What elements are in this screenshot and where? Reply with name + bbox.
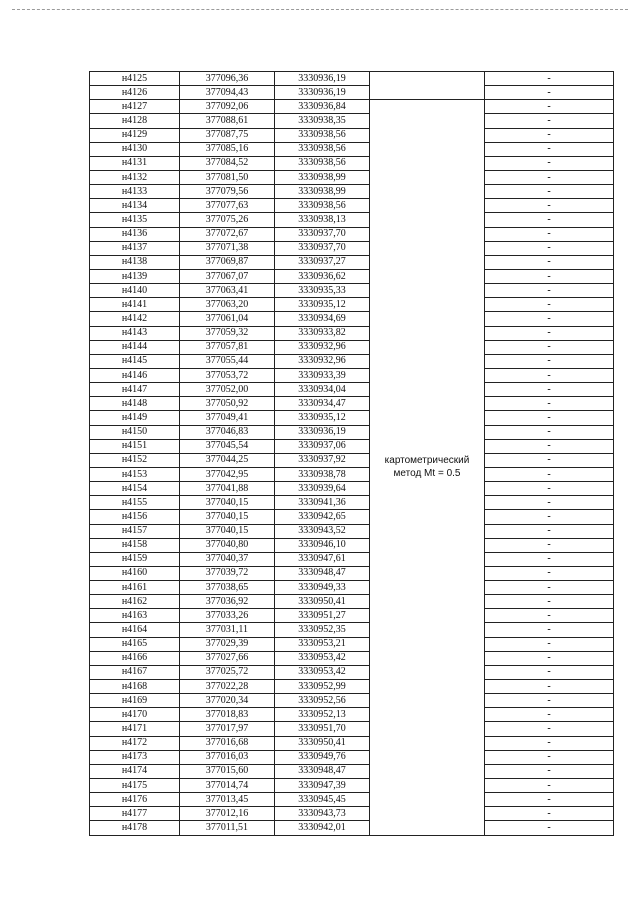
value-cell: -	[485, 100, 614, 114]
value-cell: -	[485, 114, 614, 128]
y-coordinate-cell: 3330938,56	[275, 142, 370, 156]
x-coordinate-cell: 377011,51	[180, 821, 275, 835]
point-id-cell: н4146	[90, 368, 180, 382]
x-coordinate-cell: 377022,28	[180, 680, 275, 694]
x-coordinate-cell: 377067,07	[180, 269, 275, 283]
table-row	[90, 213, 614, 227]
x-coordinate-cell: 377042,95	[180, 467, 275, 481]
value-cell: -	[485, 482, 614, 496]
y-coordinate-cell: 3330933,82	[275, 326, 370, 340]
y-coordinate-cell: 3330953,42	[275, 665, 370, 679]
x-coordinate-cell: 377075,26	[180, 213, 275, 227]
value-cell: -	[485, 340, 614, 354]
point-id-cell: н4155	[90, 496, 180, 510]
x-coordinate-cell: 377041,88	[180, 482, 275, 496]
x-coordinate-cell: 377063,41	[180, 284, 275, 298]
y-coordinate-cell: 3330935,33	[275, 284, 370, 298]
table-row	[90, 779, 614, 793]
point-id-cell: н4154	[90, 482, 180, 496]
value-cell: -	[485, 807, 614, 821]
y-coordinate-cell: 3330942,65	[275, 510, 370, 524]
y-coordinate-cell: 3330947,61	[275, 552, 370, 566]
point-id-cell: н4131	[90, 156, 180, 170]
value-cell: -	[485, 793, 614, 807]
x-coordinate-cell: 377029,39	[180, 637, 275, 651]
point-id-cell: н4128	[90, 114, 180, 128]
table-row	[90, 595, 614, 609]
x-coordinate-cell: 377046,83	[180, 425, 275, 439]
point-id-cell: н4178	[90, 821, 180, 835]
x-coordinate-cell: 377020,34	[180, 694, 275, 708]
y-coordinate-cell: 3330939,64	[275, 482, 370, 496]
value-cell: -	[485, 72, 614, 86]
x-coordinate-cell: 377040,15	[180, 510, 275, 524]
value-cell: -	[485, 467, 614, 481]
value-cell: -	[485, 142, 614, 156]
table-row	[90, 524, 614, 538]
point-id-cell: н4139	[90, 269, 180, 283]
value-cell: -	[485, 566, 614, 580]
value-cell: -	[485, 199, 614, 213]
point-id-cell: н4132	[90, 170, 180, 184]
table-row	[90, 496, 614, 510]
value-cell: -	[485, 326, 614, 340]
point-id-cell: н4126	[90, 86, 180, 100]
method-cell	[370, 100, 485, 835]
table-row	[90, 100, 614, 114]
value-cell: -	[485, 397, 614, 411]
x-coordinate-cell: 377092,06	[180, 100, 275, 114]
value-cell: -	[485, 623, 614, 637]
x-coordinate-cell: 377052,00	[180, 383, 275, 397]
point-id-cell: н4175	[90, 779, 180, 793]
value-cell: -	[485, 595, 614, 609]
value-cell: -	[485, 213, 614, 227]
value-cell: -	[485, 496, 614, 510]
value-cell: -	[485, 383, 614, 397]
point-id-cell: н4176	[90, 793, 180, 807]
y-coordinate-cell: 3330938,56	[275, 156, 370, 170]
x-coordinate-cell: 377015,60	[180, 764, 275, 778]
x-coordinate-cell: 377017,97	[180, 722, 275, 736]
y-coordinate-cell: 3330938,99	[275, 185, 370, 199]
table-row	[90, 114, 614, 128]
point-id-cell: н4169	[90, 694, 180, 708]
x-coordinate-cell: 377044,25	[180, 453, 275, 467]
y-coordinate-cell: 3330934,04	[275, 383, 370, 397]
x-coordinate-cell: 377059,32	[180, 326, 275, 340]
table-row	[90, 552, 614, 566]
y-coordinate-cell: 3330938,56	[275, 128, 370, 142]
value-cell: -	[485, 764, 614, 778]
point-id-cell: н4144	[90, 340, 180, 354]
y-coordinate-cell: 3330937,70	[275, 241, 370, 255]
table-row	[90, 680, 614, 694]
x-coordinate-cell: 377084,52	[180, 156, 275, 170]
point-id-cell: н4177	[90, 807, 180, 821]
scan-header-line	[12, 9, 628, 10]
y-coordinate-cell: 3330933,39	[275, 368, 370, 382]
y-coordinate-cell: 3330936,19	[275, 86, 370, 100]
y-coordinate-cell: 3330938,35	[275, 114, 370, 128]
table-row	[90, 185, 614, 199]
y-coordinate-cell: 3330949,76	[275, 750, 370, 764]
point-id-cell: н4170	[90, 708, 180, 722]
y-coordinate-cell: 3330948,47	[275, 764, 370, 778]
x-coordinate-cell: 377088,61	[180, 114, 275, 128]
x-coordinate-cell: 377087,75	[180, 128, 275, 142]
y-coordinate-cell: 3330934,47	[275, 397, 370, 411]
x-coordinate-cell: 377040,15	[180, 496, 275, 510]
table-row	[90, 566, 614, 580]
x-coordinate-cell: 377096,36	[180, 72, 275, 86]
y-coordinate-cell: 3330937,70	[275, 227, 370, 241]
y-coordinate-cell: 3330936,19	[275, 72, 370, 86]
value-cell: -	[485, 750, 614, 764]
y-coordinate-cell: 3330935,12	[275, 411, 370, 425]
value-cell: -	[485, 821, 614, 835]
y-coordinate-cell: 3330938,78	[275, 467, 370, 481]
point-id-cell: н4145	[90, 354, 180, 368]
x-coordinate-cell: 377053,72	[180, 368, 275, 382]
table-row	[90, 284, 614, 298]
value-cell: -	[485, 722, 614, 736]
x-coordinate-cell: 377014,74	[180, 779, 275, 793]
y-coordinate-cell: 3330932,96	[275, 340, 370, 354]
table-row	[90, 453, 614, 467]
point-id-cell: н4165	[90, 637, 180, 651]
y-coordinate-cell: 3330938,99	[275, 170, 370, 184]
value-cell: -	[485, 368, 614, 382]
value-cell: -	[485, 609, 614, 623]
table-row	[90, 736, 614, 750]
value-cell: -	[485, 312, 614, 326]
table-row	[90, 581, 614, 595]
x-coordinate-cell: 377045,54	[180, 439, 275, 453]
point-id-cell: н4173	[90, 750, 180, 764]
table-row	[90, 722, 614, 736]
x-coordinate-cell: 377033,26	[180, 609, 275, 623]
y-coordinate-cell: 3330949,33	[275, 581, 370, 595]
table-row	[90, 170, 614, 184]
point-id-cell: н4129	[90, 128, 180, 142]
method-cell-empty	[370, 72, 485, 100]
x-coordinate-cell: 377069,87	[180, 255, 275, 269]
value-cell: -	[485, 680, 614, 694]
x-coordinate-cell: 377013,45	[180, 793, 275, 807]
point-id-cell: н4143	[90, 326, 180, 340]
y-coordinate-cell: 3330952,35	[275, 623, 370, 637]
point-id-cell: н4142	[90, 312, 180, 326]
x-coordinate-cell: 377061,04	[180, 312, 275, 326]
x-coordinate-cell: 377094,43	[180, 86, 275, 100]
table-row	[90, 326, 614, 340]
value-cell: -	[485, 425, 614, 439]
value-cell: -	[485, 439, 614, 453]
value-cell: -	[485, 552, 614, 566]
y-coordinate-cell: 3330937,92	[275, 453, 370, 467]
table-row	[90, 298, 614, 312]
x-coordinate-cell: 377016,03	[180, 750, 275, 764]
x-coordinate-cell: 377040,37	[180, 552, 275, 566]
table-row	[90, 142, 614, 156]
table-row	[90, 227, 614, 241]
table-row	[90, 199, 614, 213]
point-id-cell: н4152	[90, 453, 180, 467]
coordinates-table	[89, 71, 614, 836]
value-cell: -	[485, 736, 614, 750]
y-coordinate-cell: 3330946,10	[275, 538, 370, 552]
point-id-cell: н4172	[90, 736, 180, 750]
point-id-cell: н4147	[90, 383, 180, 397]
point-id-cell: н4158	[90, 538, 180, 552]
table-row	[90, 623, 614, 637]
x-coordinate-cell: 377018,83	[180, 708, 275, 722]
x-coordinate-cell: 377016,68	[180, 736, 275, 750]
point-id-cell: н4135	[90, 213, 180, 227]
value-cell: -	[485, 241, 614, 255]
value-cell: -	[485, 298, 614, 312]
table-row	[90, 340, 614, 354]
table-row	[90, 255, 614, 269]
x-coordinate-cell: 377050,92	[180, 397, 275, 411]
x-coordinate-cell: 377085,16	[180, 142, 275, 156]
table-row	[90, 411, 614, 425]
y-coordinate-cell: 3330952,56	[275, 694, 370, 708]
y-coordinate-cell: 3330953,21	[275, 637, 370, 651]
table-row	[90, 156, 614, 170]
table-row	[90, 439, 614, 453]
x-coordinate-cell: 377027,66	[180, 651, 275, 665]
y-coordinate-cell: 3330937,06	[275, 439, 370, 453]
point-id-cell: н4136	[90, 227, 180, 241]
table-row	[90, 510, 614, 524]
y-coordinate-cell: 3330952,13	[275, 708, 370, 722]
table-row	[90, 694, 614, 708]
y-coordinate-cell: 3330950,41	[275, 736, 370, 750]
value-cell: -	[485, 128, 614, 142]
table-row	[90, 383, 614, 397]
table-row	[90, 312, 614, 326]
coordinates-table-body	[90, 72, 614, 836]
x-coordinate-cell: 377063,20	[180, 298, 275, 312]
x-coordinate-cell: 377025,72	[180, 665, 275, 679]
point-id-cell: н4161	[90, 581, 180, 595]
table-row	[90, 269, 614, 283]
x-coordinate-cell: 377039,72	[180, 566, 275, 580]
point-id-cell: н4167	[90, 665, 180, 679]
point-id-cell: н4137	[90, 241, 180, 255]
table-row	[90, 807, 614, 821]
point-id-cell: н4174	[90, 764, 180, 778]
y-coordinate-cell: 3330947,39	[275, 779, 370, 793]
value-cell: -	[485, 86, 614, 100]
table-row	[90, 241, 614, 255]
table-row	[90, 538, 614, 552]
value-cell: -	[485, 284, 614, 298]
point-id-cell: н4133	[90, 185, 180, 199]
y-coordinate-cell: 3330948,47	[275, 566, 370, 580]
point-id-cell: н4160	[90, 566, 180, 580]
y-coordinate-cell: 3330951,70	[275, 722, 370, 736]
table-row	[90, 750, 614, 764]
point-id-cell: н4157	[90, 524, 180, 538]
point-id-cell: н4151	[90, 439, 180, 453]
value-cell: -	[485, 708, 614, 722]
table-row	[90, 764, 614, 778]
value-cell: -	[485, 538, 614, 552]
value-cell: -	[485, 665, 614, 679]
y-coordinate-cell: 3330942,01	[275, 821, 370, 835]
value-cell: -	[485, 185, 614, 199]
point-id-cell: н4156	[90, 510, 180, 524]
point-id-cell: н4140	[90, 284, 180, 298]
value-cell: -	[485, 227, 614, 241]
value-cell: -	[485, 453, 614, 467]
x-coordinate-cell: 377081,50	[180, 170, 275, 184]
x-coordinate-cell: 377055,44	[180, 354, 275, 368]
x-coordinate-cell: 377012,16	[180, 807, 275, 821]
y-coordinate-cell: 3330936,84	[275, 100, 370, 114]
point-id-cell: н4164	[90, 623, 180, 637]
point-id-cell: н4138	[90, 255, 180, 269]
point-id-cell: н4171	[90, 722, 180, 736]
table-row	[90, 368, 614, 382]
y-coordinate-cell: 3330932,96	[275, 354, 370, 368]
value-cell: -	[485, 779, 614, 793]
value-cell: -	[485, 411, 614, 425]
value-cell: -	[485, 524, 614, 538]
table-row	[90, 651, 614, 665]
table-row	[90, 128, 614, 142]
y-coordinate-cell: 3330938,13	[275, 213, 370, 227]
x-coordinate-cell: 377038,65	[180, 581, 275, 595]
value-cell: -	[485, 269, 614, 283]
x-coordinate-cell: 377031,11	[180, 623, 275, 637]
point-id-cell: н4166	[90, 651, 180, 665]
y-coordinate-cell: 3330941,36	[275, 496, 370, 510]
y-coordinate-cell: 3330953,42	[275, 651, 370, 665]
point-id-cell: н4153	[90, 467, 180, 481]
y-coordinate-cell: 3330938,56	[275, 199, 370, 213]
x-coordinate-cell: 377040,80	[180, 538, 275, 552]
y-coordinate-cell: 3330951,27	[275, 609, 370, 623]
table-row	[90, 354, 614, 368]
x-coordinate-cell: 377071,38	[180, 241, 275, 255]
point-id-cell: н4159	[90, 552, 180, 566]
point-id-cell: н4163	[90, 609, 180, 623]
value-cell: -	[485, 637, 614, 651]
y-coordinate-cell: 3330950,41	[275, 595, 370, 609]
value-cell: -	[485, 510, 614, 524]
x-coordinate-cell: 377036,92	[180, 595, 275, 609]
point-id-cell: н4141	[90, 298, 180, 312]
point-id-cell: н4125	[90, 72, 180, 86]
x-coordinate-cell: 377079,56	[180, 185, 275, 199]
point-id-cell: н4149	[90, 411, 180, 425]
x-coordinate-cell: 377057,81	[180, 340, 275, 354]
x-coordinate-cell: 377049,41	[180, 411, 275, 425]
table-row	[90, 86, 614, 100]
y-coordinate-cell: 3330936,62	[275, 269, 370, 283]
value-cell: -	[485, 354, 614, 368]
table-row	[90, 821, 614, 835]
point-id-cell: н4168	[90, 680, 180, 694]
x-coordinate-cell: 377077,63	[180, 199, 275, 213]
y-coordinate-cell: 3330934,69	[275, 312, 370, 326]
y-coordinate-cell: 3330936,19	[275, 425, 370, 439]
table-row	[90, 609, 614, 623]
table-row	[90, 397, 614, 411]
point-id-cell: н4162	[90, 595, 180, 609]
y-coordinate-cell: 3330935,12	[275, 298, 370, 312]
x-coordinate-cell: 377072,67	[180, 227, 275, 241]
table-row	[90, 425, 614, 439]
point-id-cell: н4148	[90, 397, 180, 411]
y-coordinate-cell: 3330952,99	[275, 680, 370, 694]
point-id-cell: н4130	[90, 142, 180, 156]
table-row	[90, 467, 614, 481]
y-coordinate-cell: 3330943,52	[275, 524, 370, 538]
table-row	[90, 72, 614, 86]
table-row	[90, 665, 614, 679]
value-cell: -	[485, 651, 614, 665]
method-name: картометрический	[384, 455, 470, 467]
y-coordinate-cell: 3330937,27	[275, 255, 370, 269]
table-row	[90, 708, 614, 722]
point-id-cell: н4127	[90, 100, 180, 114]
table-row	[90, 637, 614, 651]
y-coordinate-cell: 3330945,45	[275, 793, 370, 807]
value-cell: -	[485, 156, 614, 170]
value-cell: -	[485, 170, 614, 184]
value-cell: -	[485, 694, 614, 708]
y-coordinate-cell: 3330943,73	[275, 807, 370, 821]
value-cell: -	[485, 255, 614, 269]
value-cell: -	[485, 581, 614, 595]
table-row	[90, 793, 614, 807]
table-row	[90, 482, 614, 496]
x-coordinate-cell: 377040,15	[180, 524, 275, 538]
point-id-cell: н4150	[90, 425, 180, 439]
point-id-cell: н4134	[90, 199, 180, 213]
method-accuracy: метод Mt = 0.5	[393, 468, 461, 480]
